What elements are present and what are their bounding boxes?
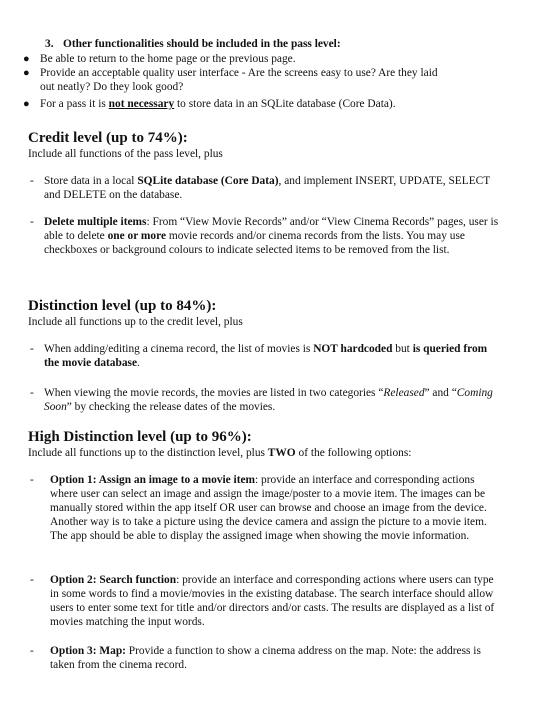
credit-intro: Include all functions of the pass level, plus	[28, 148, 223, 160]
section-title: Other functionalities should be included in the pass level:	[63, 38, 341, 50]
option-text: Option 2: Search function: provide an interface and corresponding actions where users can type in some words to find a movie/movies in the existing database. The search interface should allow users to enter some text for title and/or directors and/or casts. The results are displayed as a list of movies matching the input words.	[50, 574, 495, 628]
dash-marker: -	[30, 175, 34, 187]
high-distinction-intro: Include all functions up to the distinction level, plus TWO of the following options:	[28, 447, 412, 459]
dash-marker: -	[30, 343, 34, 355]
credit-item-text: Store data in a local SQLite database (Core Data), and implement INSERT, UPDATE, SELECT and DELETE on the database.	[44, 175, 491, 201]
dash-marker: -	[30, 216, 34, 228]
credit-heading: Credit level (up to 74%):	[28, 130, 188, 146]
dash-marker: -	[30, 645, 34, 657]
bullet-text: Be able to return to the home page or the previous page.	[40, 53, 296, 65]
option-text: Option 1: Assign an image to a movie item: provide an interface and corresponding actions where user can select an image and assign the image/poster to a movie item. The images can be manually stored within the app itself OR user can browse and choose an image from the device. Another way is to take a picture using the device camera and assign the picture to a movie item. The app should be able to display the assigned image when showing the movie information.	[50, 474, 487, 542]
distinction-item-text: When adding/editing a cinema record, the list of movies is NOT hardcoded but is queried from the movie database.	[44, 343, 488, 369]
bullet-icon: ●	[23, 53, 30, 65]
distinction-item-text: When viewing the movie records, the movies are listed in two categories “Released” and “Coming Soon” by checking the release dates of the movies.	[44, 387, 493, 413]
distinction-heading: Distinction level (up to 84%):	[28, 298, 217, 314]
bullet-text: Provide an acceptable quality user interface - Are the screens easy to use? Are they laid out neatly? Do they look good?	[40, 67, 438, 93]
option-text: Option 3: Map: Provide a function to show a cinema address on the map. Note: the address is taken from the cinema record.	[50, 645, 481, 671]
credit-item-text: Delete multiple items: From “View Movie Records” and/or “View Cinema Records” pages, user is able to delete one or more movie records and/or cinema records from the lists. You may use checkboxes or background colours to indicate selected items to be removed from the list.	[44, 216, 499, 256]
high-distinction-heading: High Distinction level (up to 96%):	[28, 429, 252, 445]
section-number: 3.	[45, 38, 54, 50]
dash-marker: -	[30, 474, 34, 486]
dash-marker: -	[30, 574, 34, 586]
bullet-icon: ●	[23, 98, 30, 110]
bullet-icon: ●	[23, 67, 30, 79]
bullet-text: For a pass it is not necessary to store data in an SQLite database (Core Data).	[40, 98, 396, 110]
distinction-intro: Include all functions up to the credit level, plus	[28, 316, 243, 328]
dash-marker: -	[30, 387, 34, 399]
emphasis-not-necessary: not necessary	[108, 98, 175, 110]
